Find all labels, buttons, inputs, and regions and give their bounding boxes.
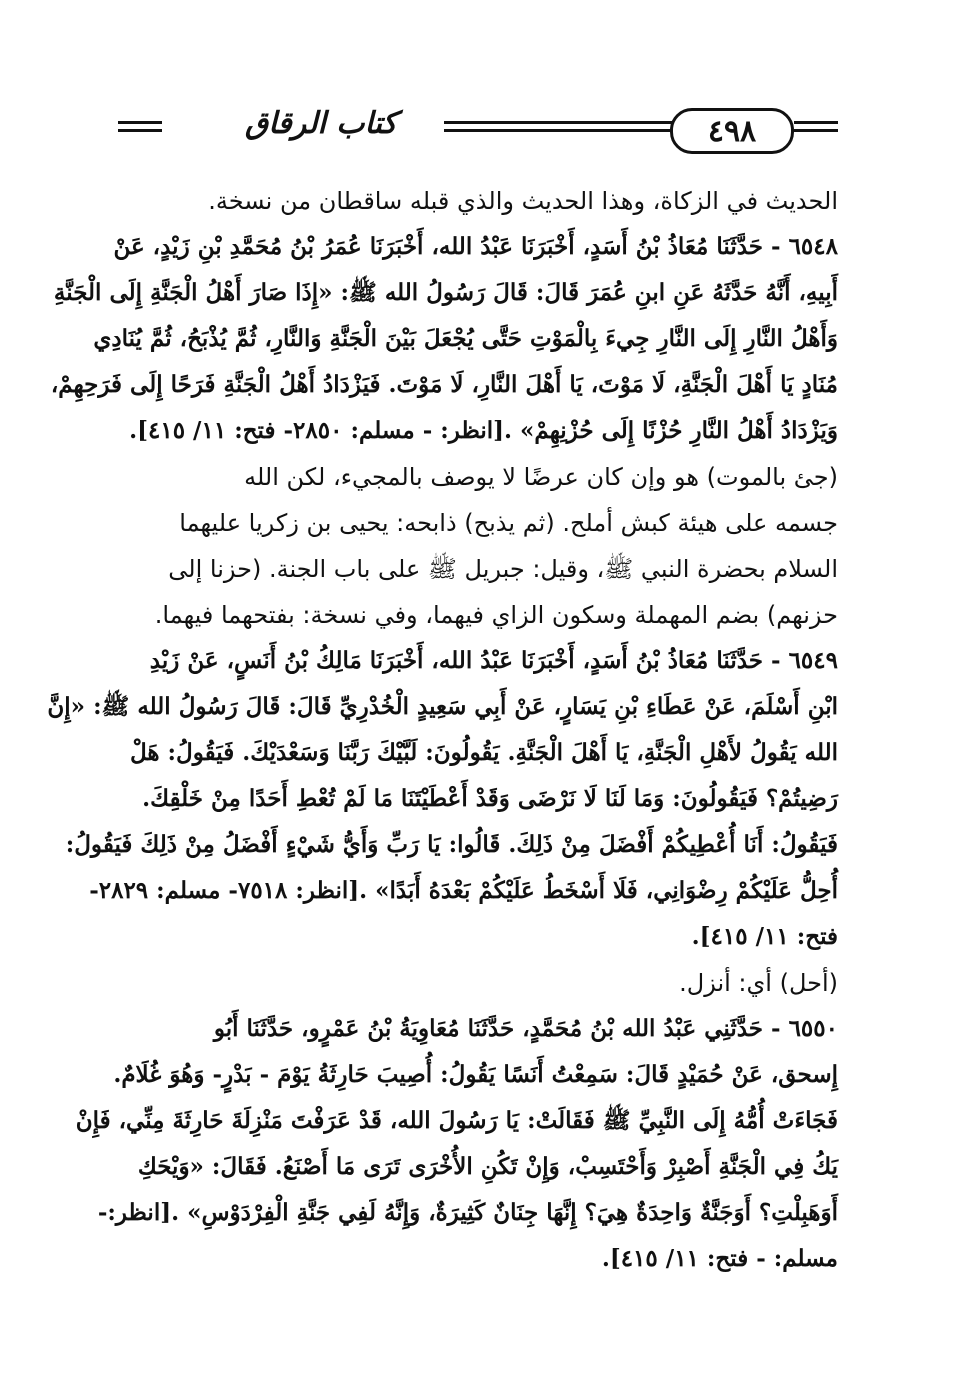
text-line: فَيَقُولُ: أَنَا أُعْطِيكُمْ أَفْضَلَ مِنْ ذَلِكَ. قَالُوا: يَا رَبِّ وَأَيُّ شَيْءٍ أَفْضَلُ مِنْ ذَلِكَ فَيَقُولُ: — [65, 831, 838, 858]
text-line: وَأَهْلُ النَّارِ إِلَى النَّارِ جِيءَ بِالْمَوْتِ حَتَّى يُجْعَلَ بَيْنَ الْجَنَّةِ وَالنَّارِ، ثُمَّ يُذْبَحُ، ثُمَّ يُنَادِي — [93, 325, 838, 352]
header-rule-middle — [444, 121, 672, 132]
text-line: مُنَادٍ يَا أَهْلَ الْجَنَّةِ، لَا مَوْتَ، يَا أَهْلَ النَّارِ، لَا مَوْتَ. فَيَزْدَادُ أَهْلُ الْجَنَّةِ فَرَحًا إِلَى فَرَحِهِمْ، — [50, 371, 838, 398]
text-line: أَوَهَبِلْتِ؟ أَوَجَنَّةٌ وَاحِدَةٌ هِيَ؟ إِنَّهَا جِنَانٌ كَثِيرَةٌ، وَإِنَّهُ لَفِي جَنَّةِ الْفِرْدَوْسِ» .[انظر:- — [97, 1199, 838, 1226]
page-number: ٤٩٨ — [670, 108, 794, 154]
book-title: كتاب الرقاق — [245, 106, 397, 141]
text-line: جسمه على هيئة كبش أملح. (ثم يذبح) ذابحه: يحيى بن زكريا عليهما — [179, 509, 838, 537]
text-line: الله يَقُولُ لأَهْلِ الْجَنَّةِ، يَا أَهْلَ الْجَنَّةِ. يَقُولُونَ: لَبَّيْكَ رَبَّنَا وَسَعْدَيْكَ. فَيَقُولُ: هَلْ — [130, 739, 838, 766]
text-line: مسلم: - فتح: ١١/ ٤١٥]. — [601, 1245, 838, 1272]
text-line: ٦٥٥٠ - حَدَّثَنِي عَبْدُ الله بْنُ مُحَمَّدٍ، حَدَّثَنَا مُعَاوِيَةُ بْنُ عَمْرٍو، حَدَّثَنَا أَبُو — [213, 1015, 838, 1042]
running-header — [118, 100, 838, 160]
page-body — [47, 178, 838, 1282]
text-line: أُحِلُّ عَلَيْكُمْ رِضْوَانِي، فَلَا أَسْخَطُ عَلَيْكُمْ بَعْدَهُ أَبَدًا» .[انظر: ٧٥١٨- مسلم: ٢٨٢٩- — [89, 877, 838, 904]
text-line: ٦٥٤٨ - حَدَّثَنَا مُعَاذُ بْنُ أَسَدٍ، أَخْبَرَنَا عَبْدُ الله، أَخْبَرَنَا عُمَرُ بْنُ مُحَمَّدِ بْنِ زَيْدٍ، عَنْ — [113, 233, 838, 260]
text-line: حزنهم) بضم المهملة وسكون الزاي فيهما، وفي نسخة: بفتحهما فيهما. — [154, 601, 838, 629]
text-line: (أحل) أي: أنزل. — [679, 969, 838, 997]
text-line: (جئ بالموت) هو وإن كان عرضًا لا يوصف بالمجيء، لكن الله — [244, 463, 838, 491]
text-line: أَبِيهِ، أَنَّهُ حَدَّثَهُ عَنِ ابنِ عُمَرَ قَالَ: قَالَ رَسُولُ الله ﷺ: «إِذَا صَارَ أَهْلُ الْجَنَّةِ إِلَى الْجَنَّةِ — [53, 279, 838, 306]
header-rule-left — [118, 121, 162, 132]
text-line: يَكُ فِي الْجَنَّةِ أَصْبِرْ وَأَحْتَسِبْ، وَإِنْ تَكُنِ الأُخْرَى تَرَى مَا أَصْنَعُ. فَقَالَ: «وَيْحَكِ — [137, 1153, 838, 1180]
text-line: الحديث في الزكاة، وهذا الحديث والذي قبله ساقطان من نسخة. — [208, 187, 838, 215]
text-line: ٦٥٤٩ - حَدَّثَنَا مُعَاذُ بْنُ أَسَدٍ، أَخْبَرَنَا عَبْدُ الله، أَخْبَرَنَا مَالِكُ بْنُ أَنَسٍ، عَنْ زَيْدِ — [149, 647, 838, 674]
text-line: إِسحق، عَنْ حُمَيْدٍ قَالَ: سَمِعْتُ أَنَسًا يَقُولُ: أُصِيبَ حَارِثَةُ يَوْمَ - بَدْرٍ- وَهُوَ غُلَامٌ. — [113, 1061, 838, 1088]
text-line: رَضِيتُمْ؟ فَيَقُولُونَ: وَمَا لَنَا لَا نَرْضَى وَقَدْ أَعْطَيْتَنَا مَا لَمْ تُعْطِ أَحَدًا مِنْ خَلْقِكَ. — [142, 785, 838, 812]
text-line: فتح: ١١/ ٤١٥]. — [691, 923, 838, 950]
text-line: السلام بحضرة النبي ﷺ، وقيل: جبريل ﷺ على باب الجنة. (حزنا إلى — [168, 555, 838, 583]
text-line: وَيَزْدَادُ أَهْلُ النَّارِ حُزْنًا إِلَى حُزْنِهِمْ» .[انظر: - مسلم: ٢٨٥٠- فتح: ١١/ ٤١٥]. — [129, 417, 838, 444]
text-line: ابْنِ أَسْلَمَ، عَنْ عَطَاءِ بْنِ يَسَارٍ، عَنْ أَبِي سَعِيدٍ الْخُدْرِيِّ قَالَ: قَالَ رَسُولُ الله ﷺ: «إِنَّ — [47, 693, 838, 720]
header-rule-right — [794, 121, 838, 132]
text-line: فَجَاءَتْ أُمُّهُ إِلَى النَّبِيِّ ﷺ فَقَالَتْ: يَا رَسُولَ الله، قَدْ عَرَفْتَ مَنْزِلَةَ حَارِثَةَ مِنِّي، فَإِنْ — [75, 1107, 838, 1134]
